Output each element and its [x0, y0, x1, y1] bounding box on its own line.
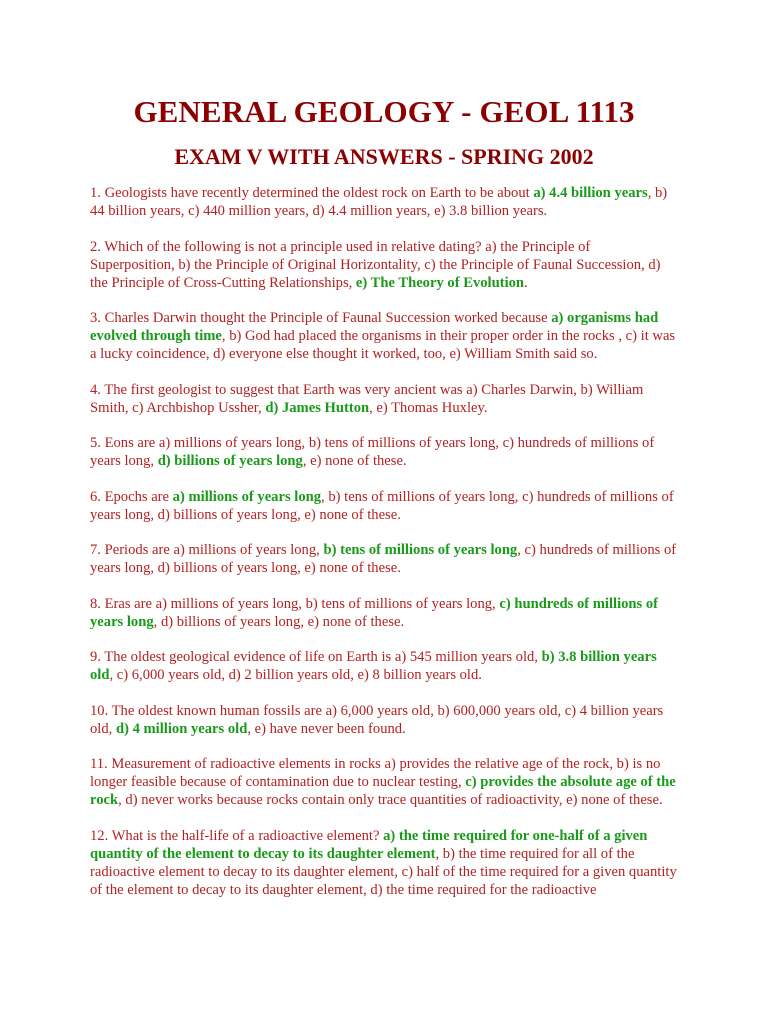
question-3 [90, 309, 678, 363]
question-2 [90, 238, 678, 292]
question-text: , b) God had placed the organisms in their proper order in the rocks , c) it was a lucky coincidence, d) everyone else thought it worked, too, e) William Smith said so. [90, 328, 676, 362]
question-8 [90, 595, 678, 631]
exam-subtitle: EXAM V WITH ANSWERS - SPRING 2002 [174, 144, 594, 169]
correct-answer: d) 4 million years old [115, 720, 248, 737]
question-text: 7. Periods are a) millions of years long, [90, 542, 324, 558]
question-text: 5. Eons are a) millions of years long, b) tens of millions of years long, c) hundreds of millions of years long, [90, 435, 655, 469]
correct-answer: a) millions of years long [172, 488, 322, 505]
question-text: , d) never works because rocks contain only trace quantities of radioactivity, e) none of these. [118, 792, 663, 808]
question-text: 10. The oldest known human fossils are a) 6,000 years old, b) 600,000 years old, c) 4 billion years old, [90, 702, 664, 737]
question-text: , e) Thomas Huxley. [369, 399, 488, 416]
question-text: . [524, 274, 528, 291]
correct-answer: d) James Hutton [265, 399, 370, 416]
question-text: 3. Charles Darwin thought the Principle of Faunal Succession worked because [90, 310, 552, 326]
question-text: , b) 44 billion years, c) 440 million years, d) 4.4 million years, e) 3.8 billion years. [90, 185, 668, 219]
question-5 [90, 434, 678, 470]
question-11 [90, 755, 678, 809]
question-text: , e) none of these. [302, 453, 407, 469]
question-text: , b) the time required for all of the radioactive element to decay to its daughter element, c) half of the time required for a given quantity of the element to decay to its daughter element, d) the time required for the radioactive [90, 845, 677, 898]
question-text: 8. Eras are a) millions of years long, b) tens of millions of years long, [90, 595, 500, 612]
question-12 [90, 827, 678, 899]
correct-answer: c) hundreds of millions of years long [90, 595, 659, 630]
question-list [90, 184, 678, 899]
question-7 [90, 541, 678, 577]
correct-answer: b) tens of millions of years long [323, 542, 518, 558]
question-text: 4. The first geologist to suggest that Earth was very ancient was a) Charles Darwin, b) William Smith, c) Archbishop Ussher, [90, 381, 644, 416]
correct-answer: a) the time required for one-half of a given quantity of the element to decay to its daughter element [90, 827, 648, 862]
correct-answer: b) 3.8 billion years old [90, 649, 657, 683]
question-6 [90, 488, 678, 524]
question-text: 11. Measurement of radioactive elements in rocks a) provides the relative age of the rock, b) is no longer feasible because of contamination due to nuclear testing, [90, 756, 661, 790]
question-4 [90, 381, 678, 417]
page-title: GENERAL GEOLOGY - GEOL 1113 [133, 94, 635, 129]
correct-answer: a) 4.4 billion years [533, 185, 648, 201]
correct-answer: c) provides the absolute age of the rock [90, 774, 676, 808]
correct-answer: a) organisms had evolved through time [90, 310, 659, 344]
question-text: 6. Epochs are [90, 488, 173, 505]
question-1 [90, 184, 678, 220]
question-text: 9. The oldest geological evidence of life on Earth is a) 545 million years old, [90, 649, 542, 665]
question-text: , c) 6,000 years old, d) 2 billion years old, e) 8 billion years old. [109, 667, 482, 683]
question-text: , b) tens of millions of years long, c) hundreds of millions of years long, d) billions of years long, e) none of these. [90, 488, 674, 523]
correct-answer: d) billions of years long [157, 453, 303, 469]
question-9 [90, 648, 678, 684]
question-text: , d) billions of years long, e) none of these. [153, 613, 405, 630]
question-text: 2. Which of the following is not a principle used in relative dating? a) the Principle of Superposition, b) the Principle of Original Horizontality, c) the Principle of Faunal Succession, d) the Principle of Cross-Cutting Relationships, [90, 238, 661, 291]
question-text: 12. What is the half-life of a radioactive element? [90, 827, 384, 844]
question-text: , e) have never been found. [247, 720, 406, 737]
correct-answer: e) The Theory of Evolution [355, 274, 525, 291]
question-10 [90, 702, 678, 738]
question-text: 1. Geologists have recently determined the oldest rock on Earth to be about [90, 185, 534, 201]
question-text: , c) hundreds of millions of years long, d) billions of years long, e) none of these. [90, 542, 677, 576]
